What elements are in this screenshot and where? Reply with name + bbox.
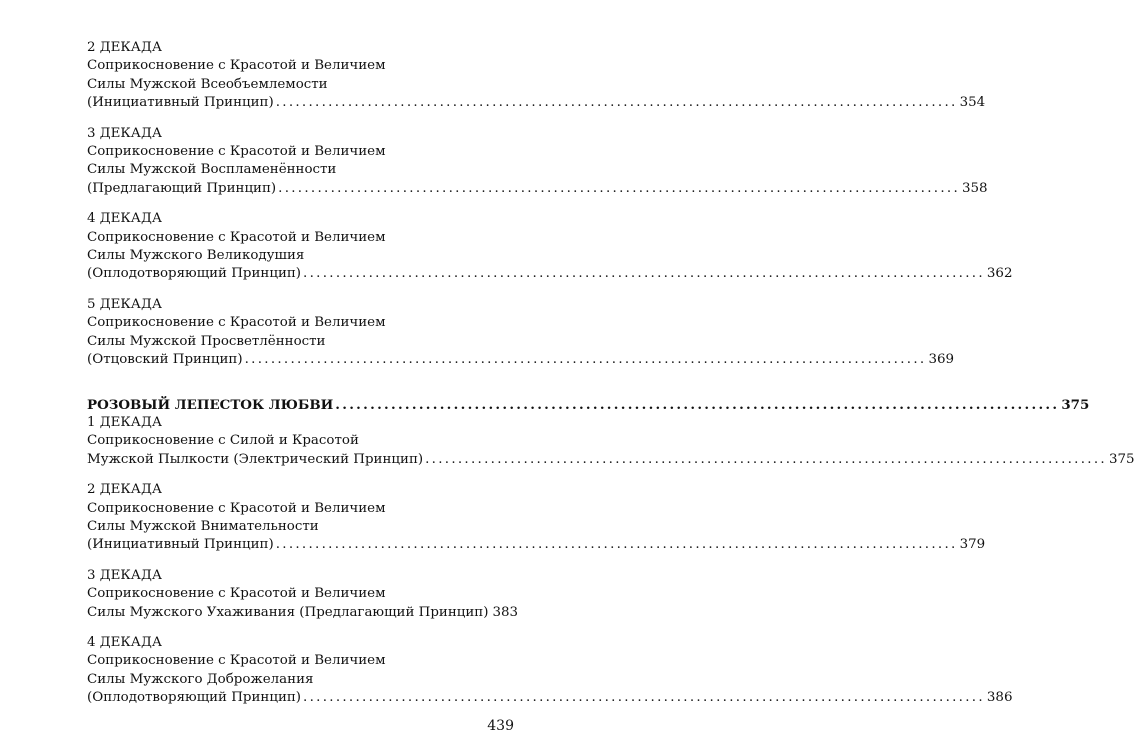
page-ref: 379 xyxy=(959,537,986,553)
entry-principle: (Предлагающий Принцип) xyxy=(87,180,277,196)
toc-leader-line xyxy=(87,604,518,622)
page-ref: 362 xyxy=(986,266,1013,282)
page-ref: 354 xyxy=(959,95,986,111)
toc-entry-decade-1 xyxy=(87,414,1135,469)
toc-entry-decade-4 xyxy=(87,210,1013,284)
entry-line: Соприкосновение с Силой и Красотой xyxy=(87,433,359,449)
toc-entry-decade-4 xyxy=(87,634,1013,708)
page-ref: 386 xyxy=(986,690,1013,706)
page-number: 439 xyxy=(487,718,514,734)
table-of-contents xyxy=(87,39,1135,720)
entry-principle: (Оплодотворяющий Принцип) xyxy=(87,690,302,706)
decade-label: 3 ДЕКАДА xyxy=(87,125,162,141)
entry-principle: (Оплодотворяющий Принцип) xyxy=(87,266,302,282)
decade-label: 2 ДЕКАДА xyxy=(87,482,162,498)
decade-label: 2 ДЕКАДА xyxy=(87,40,162,55)
page-ref: 383 xyxy=(492,604,518,620)
entry-line: Соприкосновение с Красотой и Величием xyxy=(87,229,386,245)
entry-line: Соприкосновение с Красотой и Величием xyxy=(87,144,386,160)
toc-leader-line xyxy=(87,265,1013,283)
dot-leader: ........................................................................................................ xyxy=(275,537,958,553)
entry-principle: Мужской Пылкости (Электрический Принцип) xyxy=(87,451,424,467)
entry-line: Силы Мужской Просветлённости xyxy=(87,333,326,349)
toc-leader-line xyxy=(87,351,955,369)
dot-leader: ........................................................................................................ xyxy=(244,352,927,368)
section-heading xyxy=(87,396,1090,414)
toc-entry-decade-2 xyxy=(87,481,986,555)
entry-line: Соприкосновение с Красотой и Величием xyxy=(87,653,386,669)
page-ref: 358 xyxy=(962,180,988,196)
entry-line: Силы Мужской Всеобъемлемости xyxy=(87,76,328,92)
dot-leader: ........................................................................................................ xyxy=(303,266,985,282)
entry-line: Соприкосновение с Красотой и Величием xyxy=(87,315,386,331)
entry-principle: (Инициативный Принцип) xyxy=(87,537,274,553)
page-ref: 375 xyxy=(1108,451,1135,467)
toc-entry-decade-2 xyxy=(87,39,986,113)
dot-leader: ........................................................................................................ xyxy=(425,451,1107,467)
entry-line: Соприкосновение с Красотой и Величием xyxy=(87,500,386,516)
toc-entry-decade-3 xyxy=(87,567,518,622)
decade-label: 4 ДЕКАДА xyxy=(87,211,162,227)
decade-label: 1 ДЕКАДА xyxy=(87,414,162,430)
dot-leader: ........................................................................................................ xyxy=(303,690,985,706)
entry-principle: Силы Мужского Ухаживания (Предлагающий Принцип) xyxy=(87,604,489,620)
entry-line: Силы Мужского Доброжелания xyxy=(87,671,314,687)
toc-leader-line xyxy=(87,180,988,198)
entry-line: Силы Мужской Внимательности xyxy=(87,518,319,534)
entry-line: Соприкосновение с Красотой и Величием xyxy=(87,586,386,602)
entry-line: Силы Мужской Воспламенённости xyxy=(87,162,337,178)
dot-leader: ........................................................................................................ xyxy=(275,95,958,111)
entry-principle: (Инициативный Принцип) xyxy=(87,95,274,111)
entry-line: Силы Мужского Великодушия xyxy=(87,248,305,264)
decade-label: 5 ДЕКАДА xyxy=(87,296,162,312)
toc-entry-decade-3 xyxy=(87,125,988,199)
toc-leader-line xyxy=(87,94,986,112)
toc-entry-decade-5 xyxy=(87,296,955,370)
page-ref: 369 xyxy=(928,352,955,368)
toc-leader-line xyxy=(87,536,986,554)
entry-line: Соприкосновение с Красотой и Величием xyxy=(87,58,386,74)
section-title: РОЗОВЫЙ ЛЕПЕСТОК ЛЮБВИ xyxy=(87,396,334,413)
toc-leader-line xyxy=(87,451,1135,469)
entry-principle: (Отцовский Принцип) xyxy=(87,352,243,368)
decade-label: 3 ДЕКАДА xyxy=(87,567,162,583)
section-page-ref: 375 xyxy=(1061,396,1090,413)
dot-leader: ........................................................................................................ xyxy=(278,180,961,196)
dot-leader: ........................................................................................................ xyxy=(335,396,1060,413)
toc-leader-line xyxy=(87,689,1013,707)
decade-label: 4 ДЕКАДА xyxy=(87,634,162,650)
